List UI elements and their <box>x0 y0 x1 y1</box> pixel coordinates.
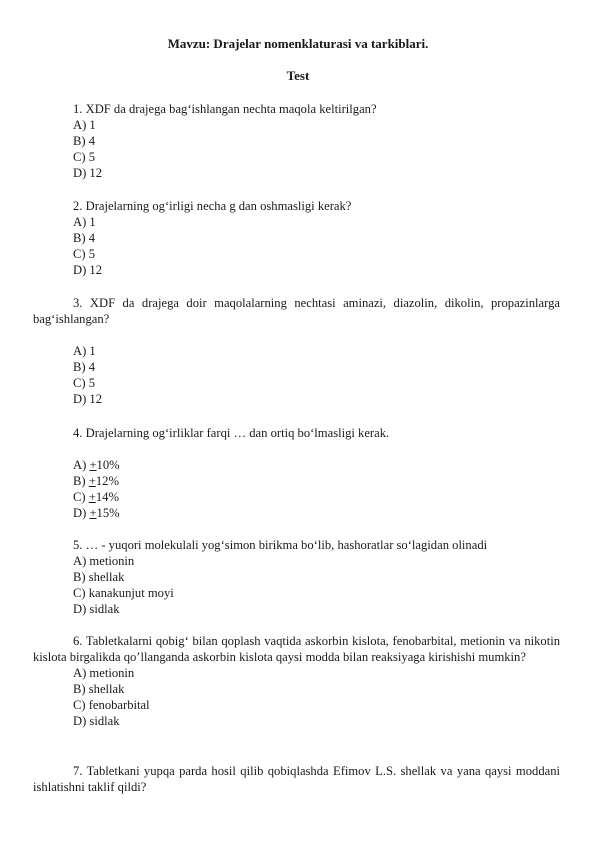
question-text: 1. XDF da drajega bag‘ishlangan nechta maqola keltirilgan? <box>73 102 377 116</box>
question-text: 7. Tabletkani yupqa parda hosil qilib qobiqlashda Efimov L.S. shellak va yana qaysi moddani ishlatishni taklif qildi? <box>33 764 560 794</box>
answer-option: C) fenobarbital <box>73 698 150 712</box>
question-3 <box>33 295 560 407</box>
question-text: 3. XDF da drajega doir maqolalarning nechtasi aminazi, diazolin, dikolin, propazinlarga bag‘ishlangan? <box>33 296 560 326</box>
answer-option: A) 1 <box>73 344 96 358</box>
document-subtitle: Test <box>286 68 310 83</box>
answer-option: B) shellak <box>73 682 125 696</box>
answer-option: C) +14% <box>73 490 119 504</box>
question-6 <box>33 633 560 729</box>
answer-option: B) shellak <box>73 570 125 584</box>
answer-option: A) 1 <box>73 118 96 132</box>
answer-option: A) metionin <box>73 554 135 568</box>
answer-option: D) 12 <box>73 392 103 406</box>
answer-option: B) 4 <box>73 134 96 148</box>
answer-option: C) 5 <box>73 247 96 261</box>
answer-option: C) kanakunjut moyi <box>73 586 174 600</box>
answer-option: D) 12 <box>73 166 103 180</box>
answer-option: A) metionin <box>73 666 135 680</box>
answer-option: C) 5 <box>73 150 96 164</box>
answer-option: B) 4 <box>73 231 96 245</box>
question-text: 2. Drajelarning og‘irligi necha g dan oshmasligi kerak? <box>73 199 352 213</box>
answer-option: A) +10% <box>73 458 120 472</box>
question-7 <box>33 763 560 795</box>
question-text: 5. … - yuqori molekulali yog‘simon birikma bo‘lib, hashoratlar so‘lagidan olinadi <box>73 538 488 552</box>
answer-option: D) sidlak <box>73 602 120 616</box>
question-2 <box>33 198 560 278</box>
document-title: Mavzu: Drajelar nomenklaturasi va tarkiblari. <box>167 36 429 51</box>
answer-option: B) +12% <box>73 474 119 488</box>
answer-option: A) 1 <box>73 215 96 229</box>
answer-option: D) +15% <box>73 506 120 520</box>
question-text: 4. Drajelarning og‘irliklar farqi … dan ortiq bo‘lmasligi kerak. <box>73 426 390 440</box>
question-text: 6. Tabletkalarni qobig‘ bilan qoplash vaqtida askorbin kislota, fenobarbital, metionin va nikotin kislota birgalikda qo’llanganda askorbin kislota qaysi modda bilan reaksiyaga kirishishi mumkin? <box>33 634 560 664</box>
question-1 <box>33 101 560 181</box>
question-4 <box>33 425 560 521</box>
question-5 <box>33 537 560 617</box>
answer-option: D) 12 <box>73 263 103 277</box>
answer-option: D) sidlak <box>73 714 120 728</box>
answer-option: B) 4 <box>73 360 96 374</box>
answer-option: C) 5 <box>73 376 96 390</box>
